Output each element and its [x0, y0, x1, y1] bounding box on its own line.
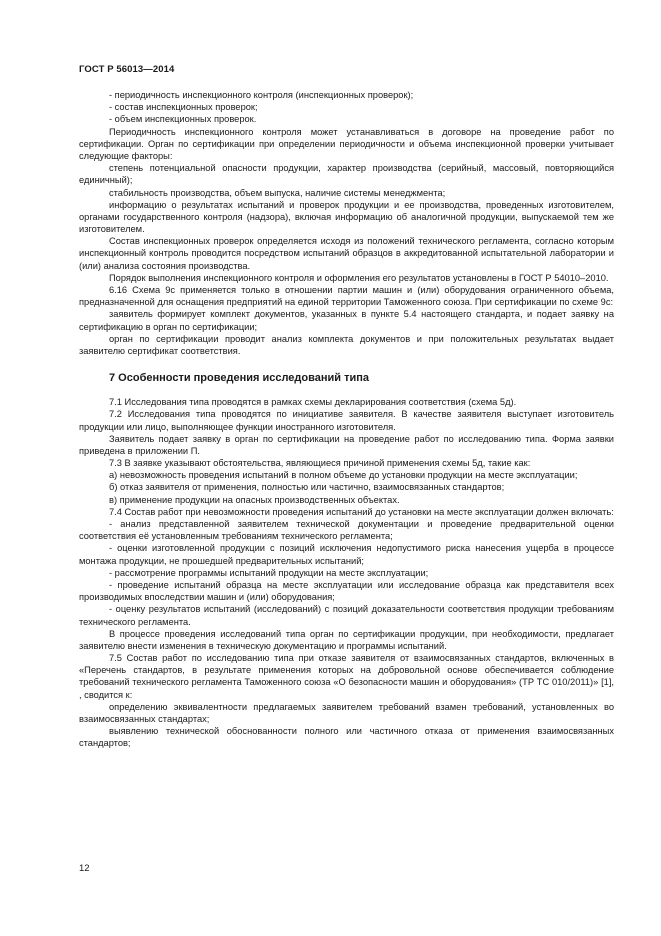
paragraph: Состав инспекционных проверок определяется исходя из положений технического регламента, согласно которым инспекционный контроль проводится посредством испытаний образцов в аккредитованной испытательной лаборатории и (или) анализа состояния производства. [79, 236, 614, 271]
paragraph: 6.16 Схема 9с применяется только в отношении партии машин и (или) оборудования ограниченного объема, предназначенной для оснащения предприятий на единой территории Таможенного союза. При сертификации по схеме 9с: [79, 285, 614, 308]
paragraph: заявитель формирует комплект документов, указанных в пункте 5.4 настоящего стандарта, и подает заявку на сертификацию в орган по сертификации; [79, 309, 614, 332]
paragraph: - периодичность инспекционного контроля (инспекционных проверок); [109, 90, 414, 100]
paragraph: орган по сертификации проводит анализ комплекта документов и при положительных результатах выдает заявителю сертификат соответствия. [79, 333, 614, 356]
body-text [79, 89, 614, 750]
paragraph: 7.3 В заявке указывают обстоятельства, являющиеся причиной применения схемы 5д, такие как: [109, 458, 531, 469]
document-header: ГОСТ Р 56013—2014 [79, 64, 175, 75]
paragraph: Порядок выполнения инспекционного контроля и оформления его результатов установлены в ГОСТ Р 54010–2010. [109, 272, 609, 283]
paragraph: выявлению технической обоснованности полного или частичного отказа от применения взаимосвязанных стандартов; [79, 726, 614, 749]
paragraph: в) применение продукции на опасных производственных объектах. [109, 494, 400, 505]
paragraph: 7.2 Исследования типа проводятся по инициативе заявителя. В качестве заявителя выступает изготовитель продукции или лицо, выполняющее функции иностранного изготовителя. [79, 409, 614, 432]
paragraph: - рассмотрение программы испытаний продукции на месте эксплуатации; [109, 567, 429, 578]
paragraph: В процессе проведения исследований типа орган по сертификации продукции, при необходимости, предлагает заявителю внести изменения в техническую документацию и программы испытаний. [79, 628, 614, 651]
paragraph: Заявитель подает заявку в орган по сертификации на проведение работ по исследованию типа. Форма заявки приведена в приложении П. [79, 433, 614, 456]
paragraph: 7.1 Исследования типа проводятся в рамках схемы декларирования соответствия (схема 5д). [109, 397, 517, 408]
paragraph: определению эквивалентности предлагаемых заявителем требований взамен требований, установленных во взаимосвязанных стандартах; [79, 701, 614, 724]
paragraph: - оценки изготовленной продукции с позиций исключения недопустимого риска нанесения ущерба в процессе монтажа продукции, не прошедшей предварительных испытаний; [79, 543, 614, 566]
section-heading: 7 Особенности проведения исследований типа [109, 372, 369, 385]
paragraph: 7.5 Состав работ по исследованию типа при отказе заявителя от взаимосвязанных стандартов, включенных в «Перечень стандартов, в результате применения которых на добровольной основе обеспечивается соблюдение требований технического регламента Таможенного союза «О безопасности машин и оборудования» (ТР ТС 010/2011)» [1], , сводится к: [79, 653, 614, 700]
paragraph: - объем инспекционных проверок. [109, 114, 257, 125]
paragraph: б) отказ заявителя от применения, полностью или частично, взаимосвязанных стандартов; [109, 482, 505, 493]
paragraph: - анализ представленной заявителем технической документации и проведение предварительной оценки соответствия её установленным требованиям технического регламента; [79, 519, 614, 542]
paragraph: степень потенциальной опасности продукции, характер производства (серийный, массовый, повторяющийся единичный); [79, 163, 614, 186]
paragraph: - проведение испытаний образца на месте эксплуатации или исследование образца как представителя всех производимых впоследствии машин и (или) оборудования; [79, 579, 614, 603]
paragraph: - оценку результатов испытаний (исследований) с позиций доказательности соответствия продукции требованиям технического регламента. [79, 604, 614, 627]
paragraph: информацию о результатах испытаний и проверок продукции и ее производства, проведенных изготовителем, органами государственного контроля (надзора), включая информацию об аналогичной продукции, выпускаемой тем же изготовителем. [79, 199, 614, 235]
page-number: 12 [79, 863, 90, 874]
paragraph: а) невозможность проведения испытаний в полном объеме до установки продукции на месте эксплуатации; [109, 470, 578, 481]
paragraph: Периодичность инспекционного контроля может устанавливаться в договоре на проведение работ по сертификации. Орган по сертификации при определении периодичности и объема инспекционной проверки учитывает следующие факторы: [79, 126, 614, 161]
paragraph: 7.4 Состав работ при невозможности проведения испытаний до установки на месте эксплуатации должен включать: [109, 506, 614, 517]
paragraph: - состав инспекционных проверок; [109, 102, 258, 113]
paragraph: стабильность производства, объем выпуска, наличие системы менеджмента; [109, 187, 446, 198]
